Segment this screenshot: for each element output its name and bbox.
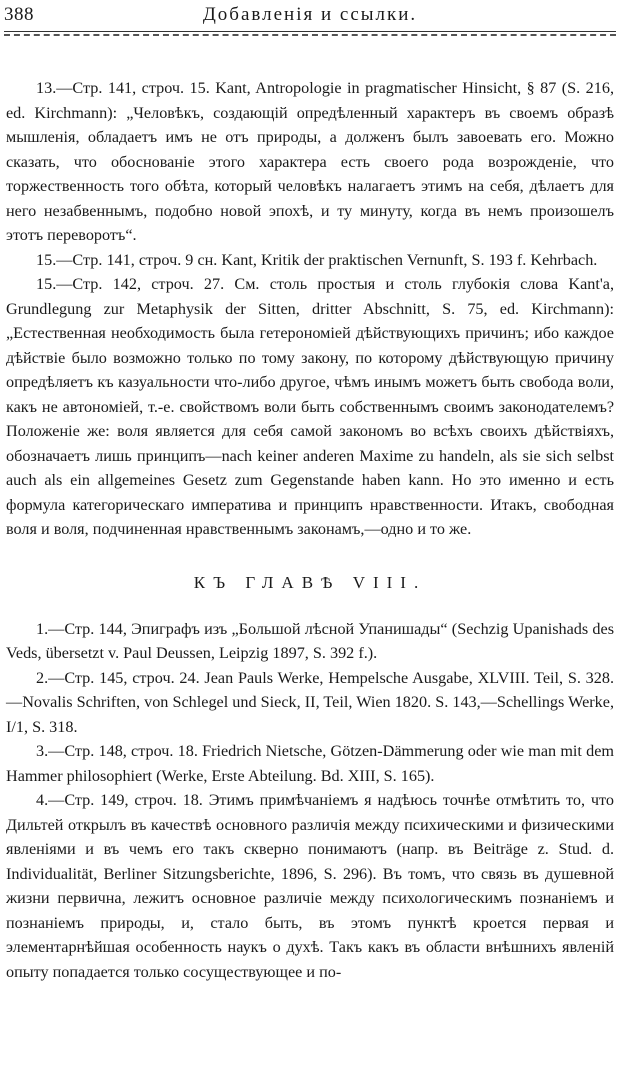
chapter-heading: КЪ ГЛАВѢ VIII.	[193, 572, 427, 592]
note-paragraph: 15.—Стр. 142, строч. 27. См. столь простыя и столь глубокія слова Kant'а, Grundlegung zur Metaphysik der Sitten, dritter Abschnitt, S. 75, ed. Kirchmann): „Естественная необходимость была гетерономіей дѣйствующихъ причинъ; ибо каждое дѣйствіе было возможно только по тому закону, по которому дѣйствующую причину опредѣляетъ къ казуальности что-либо другое, чѣмъ инымъ можетъ быть свобода воли, какъ не автономіей, т.-е. свойствомъ воли быть собственнымъ своимъ законодателемъ? Положеніе же: воля является для себя самой закономъ во всѣхъ своихъ дѣйствіяхъ, обозначаетъ лишь принципъ—nach keiner anderen Maxime zu handeln, als sie sich selbst auch als ein allgemeines Gesetz zum Gegenstande haben kann. Но это именно и есть формула категорическаго императива и принципъ нравственности. Итакъ, свободная воля и воля, подчиненная нравственнымъ законамъ,—одно и то же.	[6, 275, 614, 538]
header-rule	[4, 31, 616, 32]
note-paragraph: 13.—Стр. 141, строч. 15. Kant, Antropologie in pragmatischer Hinsicht, § 87 (S. 216, ed. Kirchmann): „Человѣкъ, создающій опредѣленный характеръ въ своемъ образѣ мышленія, обладаетъ имъ не отъ природы, а долженъ былъ завоевать его. Можно сказать, что обоснованіе этого характера есть своего рода возрожденіе, что торжественность того обѣта, который человѣкъ налагаетъ этимъ на себя, дѣлаетъ для него незабвеннымъ, подобно новой эпохѣ, и ту минуту, когда въ немъ произошелъ этотъ переворотъ“.	[6, 79, 614, 244]
running-head: Добавленія и ссылки.	[202, 4, 418, 25]
page-header	[4, 2, 616, 32]
note-paragraph: 1.—Стр. 144, Эпиграфъ изъ „Большой лѣсной Упанишады“ (Sechzig Upanishads des Veds, übersetzt v. Paul Deussen, Leipzig 1897, S. 392 f.).	[6, 619, 614, 662]
note-paragraph: 3.—Стр. 148, строч. 18. Friedrich Nietsche, Götzen-Dämmerung oder wie man mit dem Hammer philosophiert (Werke, Erste Abteilung. Bd. XIII, S. 165).	[6, 742, 614, 785]
page-body	[6, 76, 614, 984]
note-paragraph: 4.—Стр. 149, строч. 18. Этимъ примѣчаніемъ я надѣюсь точнѣе отмѣтить то, что Дильтей открылъ въ качествѣ основного различія между психическими и физическими явленіями и въ чемъ его такъ скверно понимаютъ (напр. въ Beiträge z. Stud. d. Individualität, Berliner Sitzungsberichte, 1896, S. 296). Въ томъ, что связь въ душевной жизни первична, лежитъ основное различіе между психологическимъ познаніемъ и познаніемъ природы, и, стало быть, въ этомъ пунктѣ кроется первая и элементарнѣйшая особенность наукъ о духѣ. Такъ какъ въ области внѣшнихъ явленій опыту попадается только сосуществующее и по-	[6, 791, 614, 981]
note-paragraph: 2.—Стр. 145, строч. 24. Jean Pauls Werke, Hempelsche Ausgabe, XLVIII. Teil, S. 328.—Novalis Schriften, von Schlegel und Sieck, II, Teil, Wien 1820. S. 143,—Schellings Werke, I/1, S. 318.	[6, 668, 614, 736]
note-paragraph: 15.—Стр. 141, строч. 9 сн. Kant, Kritik der praktischen Vernunft, S. 193 f. Kehrbach.	[36, 250, 598, 269]
page-number: 388	[4, 4, 34, 25]
header-dashed-rule	[4, 34, 616, 36]
